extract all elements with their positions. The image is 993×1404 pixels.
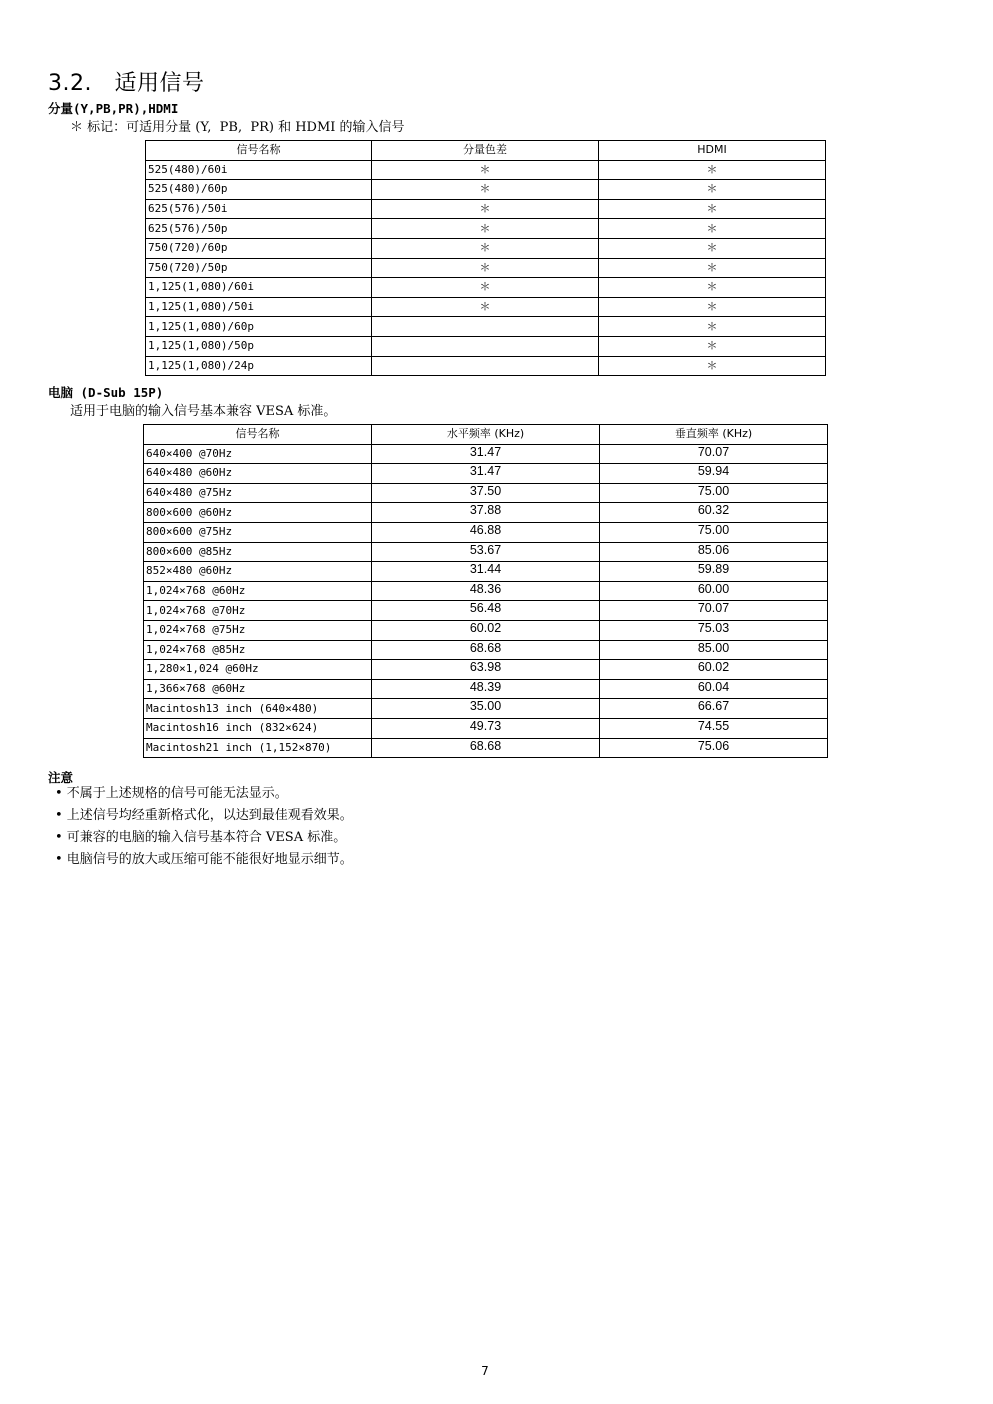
value-cell: 60.02 — [600, 660, 828, 680]
value-cell: 60.00 — [600, 581, 828, 601]
value-cell: 70.07 — [600, 444, 828, 464]
table-row — [146, 258, 826, 278]
value-cell: 35.00 — [372, 699, 600, 719]
note-item: • 电脑信号的放大或压缩可能不能很好地显示细节。 — [55, 852, 353, 867]
table-row — [144, 522, 828, 542]
table-row — [144, 581, 828, 601]
table-header-row — [144, 425, 828, 445]
pc-note: 适用于电脑的输入信号基本兼容 VESA 标准。 — [70, 404, 337, 419]
table-row — [144, 542, 828, 562]
table-row — [146, 317, 826, 337]
column-header: HDMI — [599, 141, 826, 161]
table-row — [146, 160, 826, 180]
signal-name-cell: 625(576)/50i — [146, 199, 372, 219]
value-cell: 49.73 — [372, 718, 600, 738]
table-row — [144, 464, 828, 484]
value-cell: 37.50 — [372, 483, 600, 503]
table-row — [144, 503, 828, 523]
value-cell: ＊ — [599, 199, 826, 219]
signal-name-cell: 525(480)/60i — [146, 160, 372, 180]
value-cell: 59.89 — [600, 562, 828, 582]
value-cell: ＊ — [372, 238, 599, 258]
signal-name-cell: 1,024×768 @70Hz — [144, 601, 372, 621]
value-cell: ＊ — [599, 356, 826, 376]
section-title — [48, 66, 204, 97]
section-heading: 适用信号 — [114, 71, 205, 96]
signal-name-cell: 1,024×768 @75Hz — [144, 620, 372, 640]
note-item: • 可兼容的电脑的输入信号基本符合 VESA 标准。 — [55, 830, 347, 845]
page-number: 7 — [481, 1364, 489, 1378]
table-row — [144, 444, 828, 464]
signal-name-cell: 1,125(1,080)/60i — [146, 278, 372, 298]
value-cell: ＊ — [599, 238, 826, 258]
value-cell: 60.02 — [372, 620, 600, 640]
table-row — [144, 483, 828, 503]
table-row — [146, 199, 826, 219]
value-cell: ＊ — [372, 160, 599, 180]
value-cell: ＊ — [599, 278, 826, 298]
value-cell: 68.68 — [372, 640, 600, 660]
value-cell: 46.88 — [372, 522, 600, 542]
signal-name-cell: 800×600 @60Hz — [144, 503, 372, 523]
value-cell: 31.47 — [372, 464, 600, 484]
signal-name-cell: 1,125(1,080)/50p — [146, 336, 372, 356]
signal-name-cell: 1,024×768 @85Hz — [144, 640, 372, 660]
value-cell: ＊ — [372, 219, 599, 239]
signal-name-cell: 625(576)/50p — [146, 219, 372, 239]
table-row — [144, 562, 828, 582]
value-cell: 85.06 — [600, 542, 828, 562]
value-cell: ＊ — [599, 336, 826, 356]
signal-name-cell: 1,125(1,080)/60p — [146, 317, 372, 337]
signal-name-cell: 800×600 @85Hz — [144, 542, 372, 562]
table-row — [146, 297, 826, 317]
table-row — [146, 180, 826, 200]
value-cell: 59.94 — [600, 464, 828, 484]
value-cell: 75.00 — [600, 522, 828, 542]
value-cell — [372, 356, 599, 376]
value-cell: 70.07 — [600, 601, 828, 621]
value-cell: ＊ — [372, 180, 599, 200]
value-cell: 48.36 — [372, 581, 600, 601]
value-cell: 63.98 — [372, 660, 600, 680]
column-header: 信号名称 — [144, 425, 372, 445]
value-cell: 53.67 — [372, 542, 600, 562]
signal-name-cell: 800×600 @75Hz — [144, 522, 372, 542]
value-cell: ＊ — [599, 297, 826, 317]
signal-name-cell: 750(720)/50p — [146, 258, 372, 278]
signal-name-cell: Macintosh16 inch (832×624) — [144, 718, 372, 738]
table-row — [146, 356, 826, 376]
value-cell: ＊ — [599, 219, 826, 239]
notes-title: 注意 — [48, 770, 74, 785]
pc-signal-table — [143, 424, 828, 758]
note-item: • 上述信号均经重新格式化，以达到最佳观看效果。 — [55, 808, 353, 823]
value-cell: ＊ — [372, 297, 599, 317]
table-row — [146, 278, 826, 298]
value-cell: ＊ — [599, 258, 826, 278]
value-cell: ＊ — [372, 278, 599, 298]
signal-name-cell: 640×480 @60Hz — [144, 464, 372, 484]
table-row — [144, 660, 828, 680]
value-cell: 31.47 — [372, 444, 600, 464]
table-row — [144, 679, 828, 699]
table-row — [144, 620, 828, 640]
signal-name-cell: 750(720)/60p — [146, 238, 372, 258]
table-row — [144, 699, 828, 719]
value-cell: 48.39 — [372, 679, 600, 699]
notes-list — [55, 783, 353, 871]
component-note: ＊ 标记：可适用分量 (Y, PB, PR) 和 HDMI 的输入信号 — [70, 120, 405, 135]
section-number: 3.2. — [48, 71, 92, 96]
column-header: 垂直频率 (KHz) — [600, 425, 828, 445]
value-cell: 56.48 — [372, 601, 600, 621]
table-row — [146, 336, 826, 356]
value-cell: 75.06 — [600, 738, 828, 758]
signal-name-cell: 1,280×1,024 @60Hz — [144, 660, 372, 680]
signal-name-cell: 640×400 @70Hz — [144, 444, 372, 464]
value-cell: 60.32 — [600, 503, 828, 523]
value-cell: 75.03 — [600, 620, 828, 640]
signal-name-cell: 640×480 @75Hz — [144, 483, 372, 503]
table-row — [144, 718, 828, 738]
value-cell: 37.88 — [372, 503, 600, 523]
pc-heading: 电脑 (D-Sub 15P) — [48, 385, 164, 400]
column-header: 分量色差 — [372, 141, 599, 161]
table-row — [146, 219, 826, 239]
column-header: 水平频率 (KHz) — [372, 425, 600, 445]
signal-name-cell: 1,024×768 @60Hz — [144, 581, 372, 601]
value-cell: 74.55 — [600, 718, 828, 738]
value-cell: 75.00 — [600, 483, 828, 503]
table-row — [146, 238, 826, 258]
component-signal-table — [145, 140, 826, 376]
value-cell — [372, 317, 599, 337]
signal-name-cell: 852×480 @60Hz — [144, 562, 372, 582]
signal-name-cell: 1,125(1,080)/24p — [146, 356, 372, 376]
value-cell: 31.44 — [372, 562, 600, 582]
table-row — [144, 738, 828, 758]
value-cell: 60.04 — [600, 679, 828, 699]
component-heading: 分量(Y,PB,PR),HDMI — [48, 101, 179, 116]
value-cell: ＊ — [599, 160, 826, 180]
table-row — [144, 601, 828, 621]
signal-name-cell: 1,125(1,080)/50i — [146, 297, 372, 317]
note-item: • 不属于上述规格的信号可能无法显示。 — [55, 786, 288, 801]
value-cell: 66.67 — [600, 699, 828, 719]
table-header-row — [146, 141, 826, 161]
signal-name-cell: 1,366×768 @60Hz — [144, 679, 372, 699]
signal-name-cell: 525(480)/60p — [146, 180, 372, 200]
value-cell: ＊ — [599, 317, 826, 337]
value-cell: ＊ — [599, 180, 826, 200]
table-row — [144, 640, 828, 660]
value-cell: ＊ — [372, 199, 599, 219]
value-cell: 68.68 — [372, 738, 600, 758]
value-cell — [372, 336, 599, 356]
signal-name-cell: Macintosh13 inch (640×480) — [144, 699, 372, 719]
column-header: 信号名称 — [146, 141, 372, 161]
value-cell: ＊ — [372, 258, 599, 278]
value-cell: 85.00 — [600, 640, 828, 660]
signal-name-cell: Macintosh21 inch (1,152×870) — [144, 738, 372, 758]
